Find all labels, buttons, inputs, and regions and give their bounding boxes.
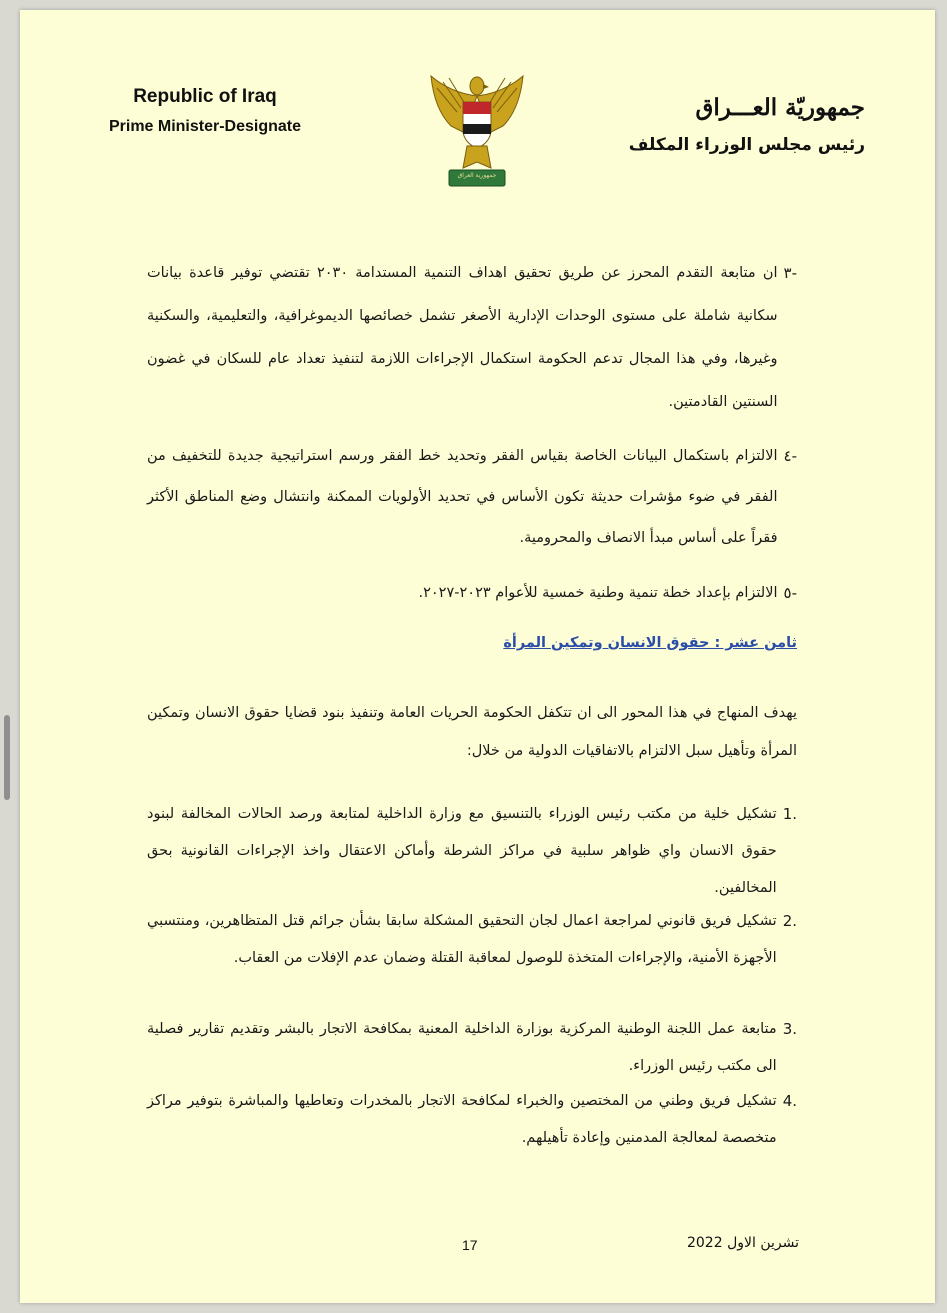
item-number: 1. [782, 805, 797, 823]
footer-date: تشرين الاول 2022 [686, 1235, 799, 1251]
document-page [20, 10, 935, 1303]
office-title-en: Prime Minister-Designate [108, 118, 302, 135]
republic-title-en: Republic of Iraq [133, 86, 277, 107]
viewer-scroll-handle[interactable] [4, 715, 10, 800]
item-text: الالتزام بإعداد خطة تنمية وطنية خمسية للأعوام ٢٠٢٣-٢٠٢٧. [418, 585, 778, 601]
item-number: ٤- [783, 447, 797, 465]
item-text: تشكيل فريق وطني من المختصين والخبراء لمكافحة الاتجار بالمخدرات وتعاطيها والمباشرة بتوفير مراكز متخصصة لمعالجة المدمنين وإعادة تأهيلهم. [147, 1093, 777, 1146]
header-arabic [565, 94, 865, 155]
item-text: متابعة عمل اللجنة الوطنية المركزية بوزارة الداخلية المعنية بمكافحة الاتجار بالبشر وتقديم تقارير فصلية الى مكتب رئيس الوزراء. [147, 1021, 777, 1074]
section-title-human-rights: ثامن عشر : حقوق الانسان وتمكين المرأة [503, 635, 797, 651]
emblem-banner-text: جمهورية العراق [457, 172, 497, 179]
item-text: الالتزام باستكمال البيانات الخاصة بقياس الفقر وتحديد خط الفقر ورسم استراتيجية جديدة للتخفيف من الفقر في ضوء مؤشرات حديثة تكون الأساس في تحديد الأولويات الممكنة وانتشال وضع المناطق الأكثر فقراً على أساس مبدأ الانصاف والمحرومية. [147, 448, 778, 546]
numbered-item-2 [147, 903, 797, 977]
intro-text: يهدف المنهاج في هذا المحور الى ان تتكفل الحكومة الحريات العامة وتنفيذ بنود قضايا حقوق الانسان وتمكين المرأة وتأهيل سبل الالتزام بالاتفاقيات الدولية من خلال: [147, 705, 797, 759]
item-number: 2. [782, 912, 797, 930]
item-number: ٥- [783, 584, 797, 602]
republic-title-ar: جمهوريّة العـــراق [695, 94, 865, 121]
item-text: تشكيل فريق قانوني لمراجعة اعمال لجان التحقيق المشكلة سابقا بشأن جرائم قتل المتظاهرين، ومنتسبي الأجهزة الأمنية، والإجراءات المتخذة للوصول لمعاقبة القتلة وضمان عدم الإفلات من العقاب. [147, 913, 777, 966]
numbered-item-1 [147, 796, 797, 907]
item-text: ان متابعة التقدم المحرز عن طريق تحقيق اهداف التنمية المستدامة ٢٠٣٠ تقتضي توفير قاعدة بيانات سكانية شاملة على مستوى الوحدات الإدارية الأصغر تشمل خصائصها الديموغرافية، والتعليمية، والسكنية وغيرها، وفي هذا المجال تدعم الحكومة استكمال الإجراءات اللازمة لتنفيذ تعداد عام للسكان في غضون السنتين القادمتين. [147, 265, 778, 410]
header-english [75, 86, 335, 136]
section-intro [147, 694, 797, 770]
item-number: 3. [782, 1020, 797, 1038]
office-title-ar: رئيس مجلس الوزراء المكلف [628, 135, 865, 155]
list-item-3 [147, 252, 797, 424]
list-item-4 [147, 436, 797, 559]
numbered-item-4 [147, 1083, 797, 1157]
item-number: 4. [782, 1092, 797, 1110]
item-number: ٣- [783, 264, 797, 282]
list-item-5 [147, 578, 797, 608]
item-text: تشكيل خلية من مكتب رئيس الوزراء بالتنسيق مع وزارة الداخلية لمتابعة ورصد الحالات المخالفة لبنود حقوق الانسان واي ظواهر سلبية في مراكز الشرطة وأماكن الاعتقال واخذ الإجراءات القانونية بحق المخالفين. [147, 806, 777, 896]
page-number: 17 [462, 1237, 478, 1253]
numbered-item-3 [147, 1011, 797, 1085]
